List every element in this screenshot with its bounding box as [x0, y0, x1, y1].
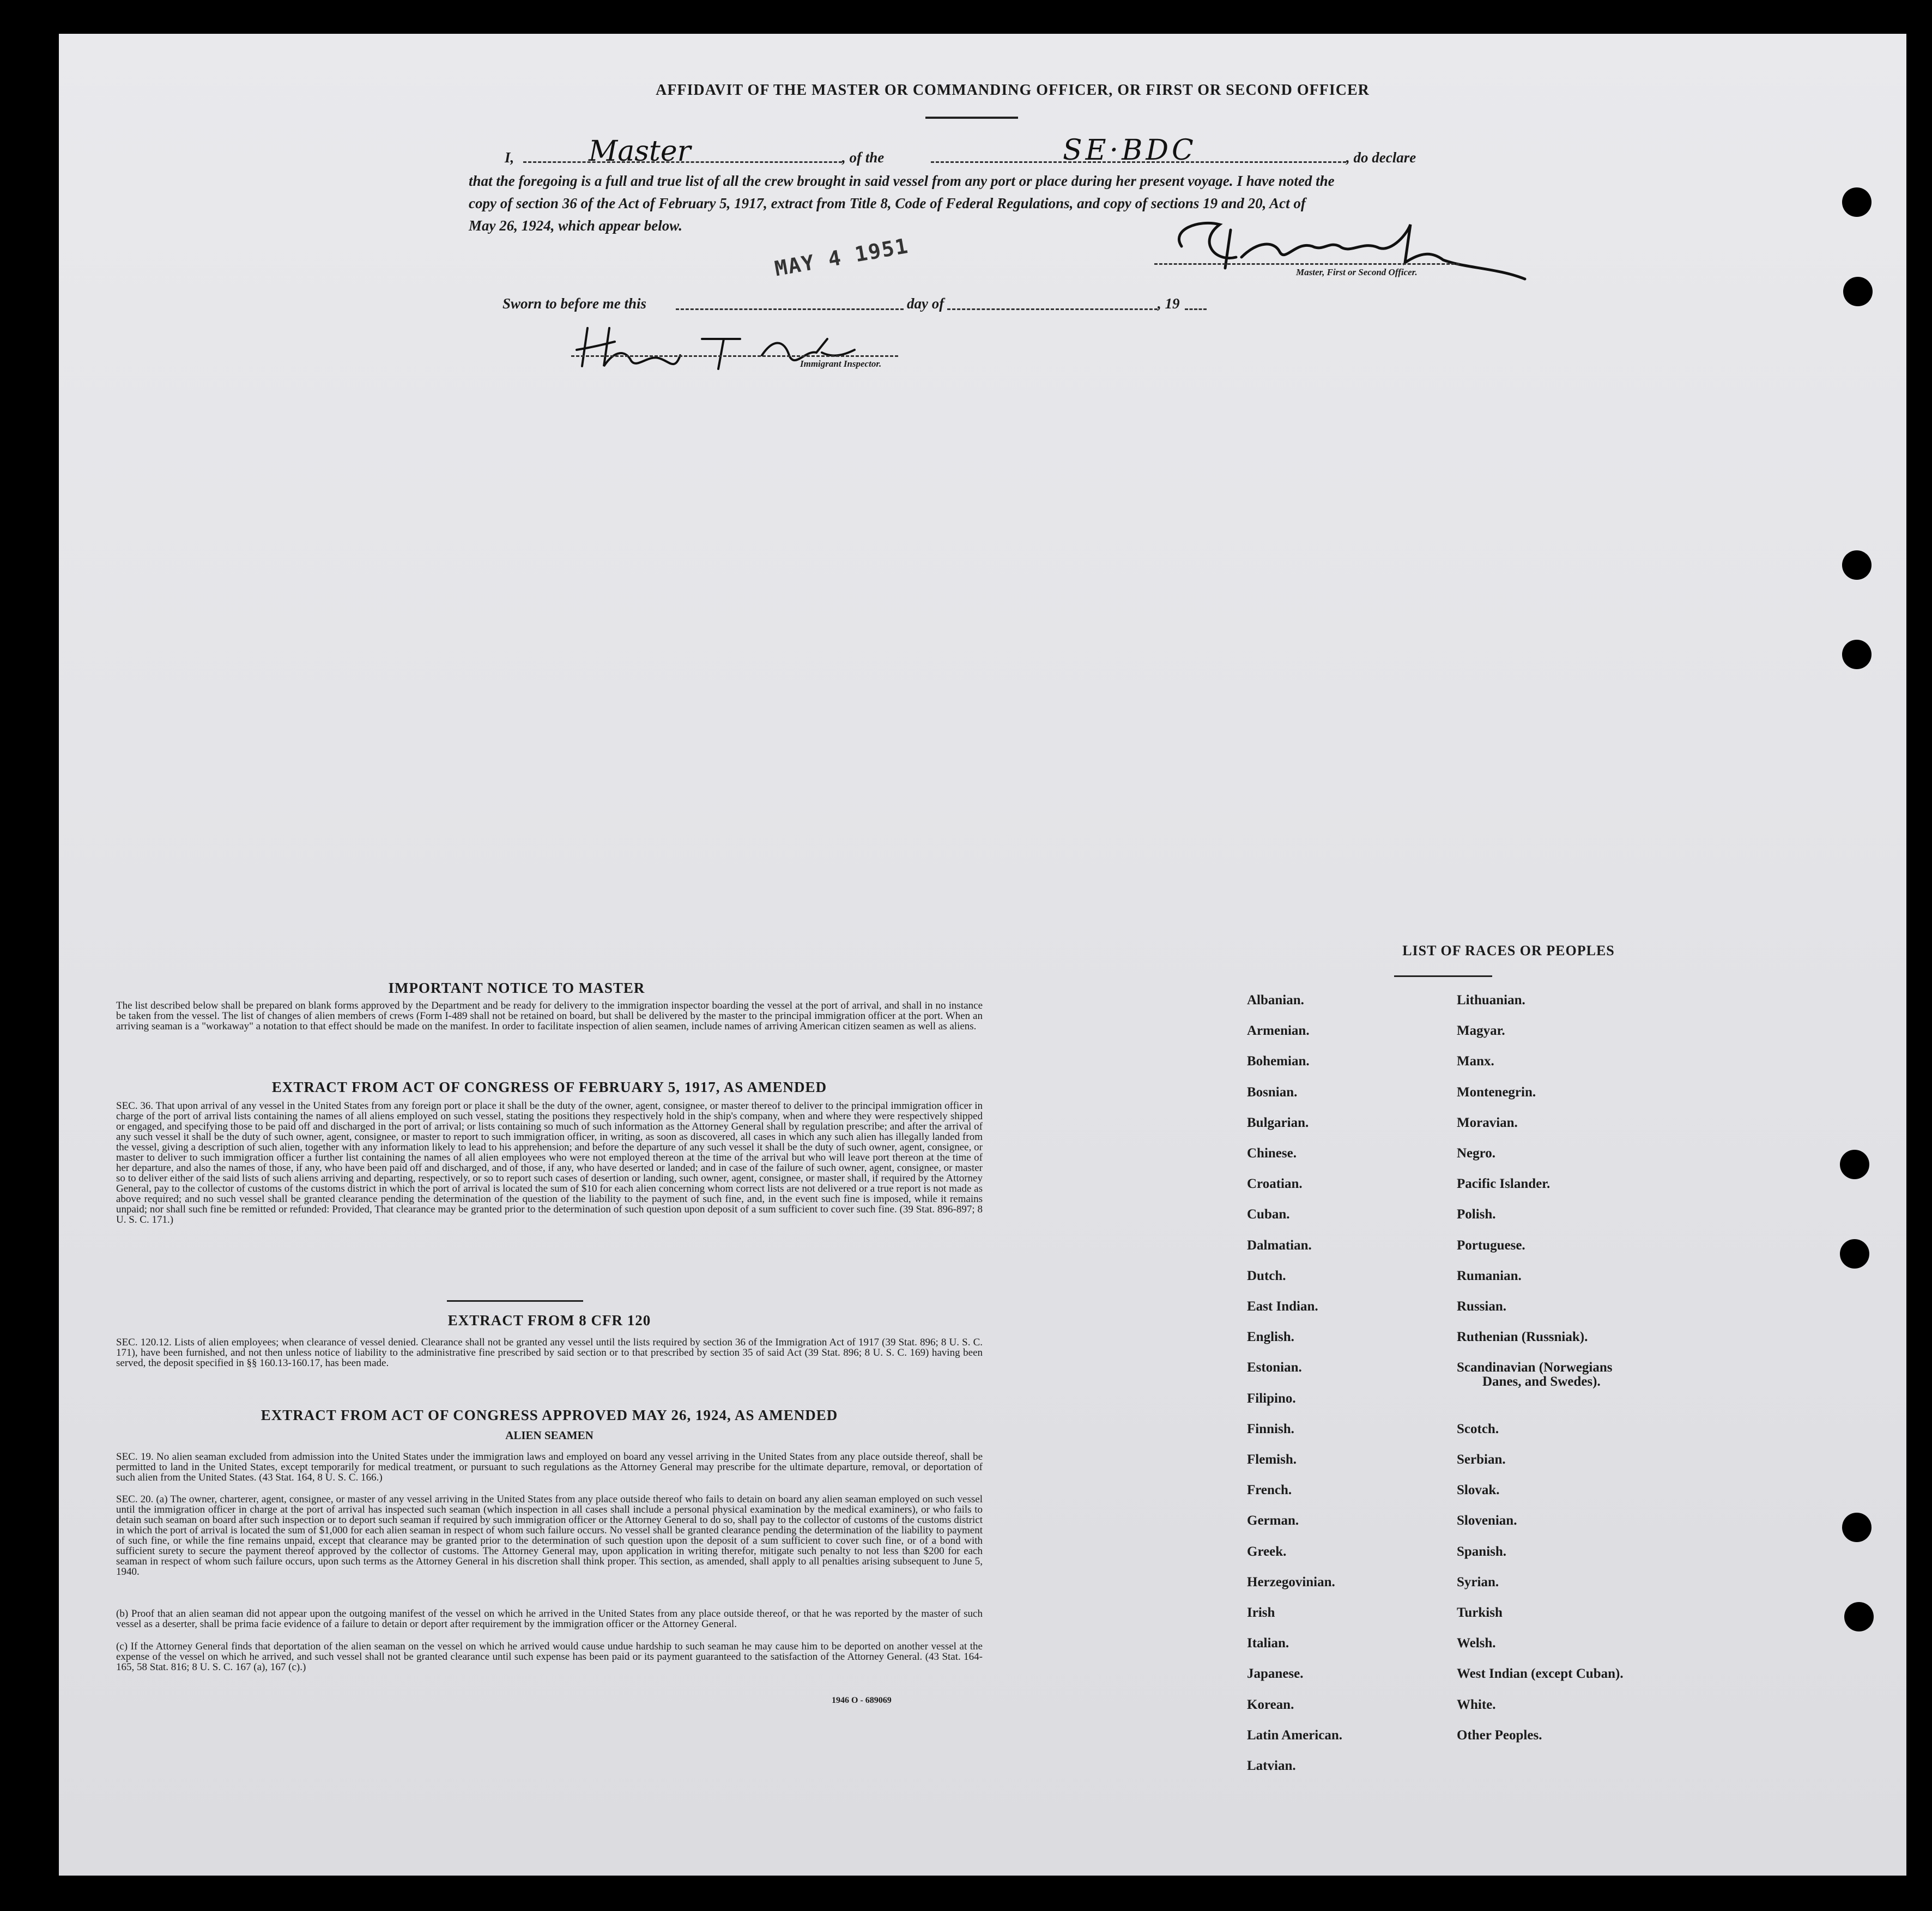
- notice-title: IMPORTANT NOTICE TO MASTER: [388, 980, 645, 996]
- title-divider: [925, 117, 1018, 119]
- race-item: Flemish.: [1247, 1452, 1297, 1467]
- extract-1924-title: EXTRACT FROM ACT OF CONGRESS APPROVED MAY 26, 1924, AS AMENDED: [261, 1407, 838, 1423]
- race-item: Latin American.: [1247, 1727, 1342, 1743]
- i-prefix: I,: [505, 149, 514, 166]
- extract-1924-sec19: SEC. 19. No alien seaman excluded from admission into the United States under the immigration laws and employed on board any vessel arriving in the United States from any place outside thereof, shall be permitted to land in the United States, except temporarily for medical treatment, or pursuant to such regulations as the Attorney General may prescribe for the ultimate departure, removal, or deportation of such alien from the United States. (43 Stat. 164, 8 U. S. C. 166.): [116, 1451, 983, 1483]
- race-item: Moravian.: [1457, 1115, 1518, 1130]
- race-item: Scandinavian (Norwegians: [1457, 1360, 1613, 1375]
- race-item: English.: [1247, 1330, 1294, 1345]
- punch-hole: [1842, 1513, 1872, 1542]
- signature-fill-line: [1154, 263, 1459, 265]
- race-item: Lithuanian.: [1457, 993, 1525, 1008]
- race-item: Syrian.: [1457, 1574, 1499, 1590]
- extract-1917-text: SEC. 36. That upon arrival of any vessel in the United States from any foreign port or place it shall be the duty of the owner, agent, consignee, or master thereof to deliver to the principal immigration officer in charge of the port of arrival lists containing the names of all aliens employed on such vessel, stating the positions they respectively hold in the ship's company, when and where they were respectively shipped or engaged, and specifying those to be paid off and discharged in the port of arrival; or lists containing so much of such information as the Attorney General shall by regulation prescribe; and after the arrival of any such vessel it shall be the duty of such owner, agent, consignee, or master to report to such immigration officer, in writing, as soon as discovered, all cases in which any such alien has illegally landed from the vessel, giving a description of such alien, together with any information likely to lead to his apprehension; and before the departure of any such vessel it shall be the duty of such owner, agent, consignee, or master to deliver to such immigration officer a further list containing the names of all alien employees who were not employed thereon at the time of the arrival but who will leave port thereon at the time of her departure, and also the names of those, if any, who have been paid off and discharged, and of those, if any, who have deserted or landed; and in case of the failure of such owner, agent, consignee, or master so to deliver either of the said lists of such aliens arriving and departing, respectively, or so to report such cases of desertion or landing, such owner, agent, consignee, or master shall, if required by the Attorney General, pay to the collector of customs of the customs district in which the port of arrival is located the sum of $10 for each alien concerning whom correct lists are not delivered or a true report is not made as above required; and no such vessel shall be granted clearance pending the determination of the question of the liability to the payment of such fine, and, in the event such fine is imposed, while it remains unpaid; nor shall such fine be remitted or refunded: Provided, That clearance may be granted prior to the determination of such question upon deposit of a sum sufficient to cover such fine. (39 Stat. 896-897; 8 U. S. C. 171.): [116, 1100, 983, 1226]
- race-item: Welsh.: [1457, 1636, 1496, 1651]
- sworn-day-line: [676, 308, 904, 310]
- race-item: Italian.: [1247, 1636, 1289, 1651]
- officer-handwritten: Master: [589, 135, 691, 168]
- punch-hole: [1842, 640, 1872, 669]
- affidavit-text-line-2: copy of section 36 of the Act of February 5, 1917, extract from Title 8, Code of Federal Regulations, and copy of sections 19 and 20, Act of: [469, 195, 1306, 211]
- race-item: Estonian.: [1247, 1360, 1302, 1375]
- extract-1924-sec20a: SEC. 20. (a) The owner, charterer, agent, consignee, or master of any vessel arriving in the United States from any place outside thereof who fails to detain on board any alien seaman employed on such vessel until the immigration officer in charge at the port of arrival has inspected such seaman (which inspection in all cases shall include a personal physical examination by the medical examiners), or who fails to detain such seaman on board after such inspection or to deport such seaman if required by such immigration officer or the Attorney General to do so, shall pay to the collector of customs of the customs district in which the port of arrival is located the sum of $1,000 for each alien seaman in respect of whom such failure occurs. No vessel shall be granted clearance pending the determination of the liability to payment of such fine, or while the fine remains unpaid, except that clearance may be granted prior to the determination of such question upon the deposit of a sum sufficient to cover such fine, or of a bond with sufficient surety to secure the payment thereof approved by the collector of customs. The Attorney General may, upon application in writing therefor, mitigate such penalty to not less than $200 for each seaman in respect of whom such failure occurs, upon such terms as the Attorney General in his discretion shall think proper. This section, as amended, shall apply to all penalties arising subsequent to June 5, 1940.: [116, 1494, 983, 1578]
- race-item: Scotch.: [1457, 1421, 1499, 1436]
- race-item: Pacific Islander.: [1457, 1176, 1551, 1192]
- punch-hole: [1842, 550, 1872, 580]
- race-item: Bohemian.: [1247, 1054, 1310, 1069]
- race-item: Chinese.: [1247, 1146, 1297, 1161]
- race-item: Croatian.: [1247, 1176, 1303, 1192]
- race-item: Montenegrin.: [1457, 1084, 1536, 1100]
- race-item: Cuban.: [1247, 1207, 1290, 1222]
- sworn-month-line: [947, 308, 1158, 310]
- race-item: Ruthenian (Russniak).: [1457, 1330, 1588, 1345]
- print-code: 1946 O - 689069: [832, 1696, 892, 1705]
- race-item: Spanish.: [1457, 1544, 1507, 1559]
- race-item: French.: [1247, 1483, 1292, 1498]
- punch-hole: [1844, 1602, 1874, 1631]
- race-item: Portuguese.: [1457, 1237, 1525, 1253]
- punch-hole: [1842, 187, 1872, 217]
- affidavit-title: AFFIDAVIT OF THE MASTER OR COMMANDING OFFICER, OR FIRST OR SECOND OFFICER: [656, 82, 1370, 99]
- do-declare-label: , do declare: [1346, 149, 1416, 166]
- affidavit-text-line-1: that the foregoing is a full and true list of all the crew brought in said vessel from any port or place during her present voyage. I have noted the: [469, 173, 1335, 189]
- races-title-divider: [1394, 975, 1492, 977]
- day-of-label: day of: [907, 295, 944, 312]
- race-item: Dutch.: [1247, 1268, 1286, 1283]
- of-the-label: , of the: [842, 149, 885, 166]
- race-item: Dalmatian.: [1247, 1237, 1312, 1253]
- race-item: Serbian.: [1457, 1452, 1506, 1467]
- signature-caption: Master, First or Second Officer.: [1296, 267, 1418, 277]
- extract-1924-sec20c: (c) If the Attorney General finds that deportation of the alien seaman on the vessel on which he arrived would cause undue hardship to such seaman he may cause him to be deported on another vessel at the expense of the vessel on which he arrived, and such vessel shall not be granted clearance until such expense has been paid or its payment guaranteed to the satisfaction of the Attorney General. (43 Stat. 164-165, 58 Stat. 816; 8 U. S. C. 167 (a), 167 (c).): [116, 1641, 983, 1673]
- punch-hole: [1840, 1150, 1869, 1179]
- extract-1917-title: EXTRACT FROM ACT OF CONGRESS OF FEBRUARY 5, 1917, AS AMENDED: [271, 1079, 827, 1095]
- race-item: Finnish.: [1247, 1421, 1294, 1436]
- extract-1924-sec20b: (b) Proof that an alien seaman did not appear upon the outgoing manifest of the vessel on which he arrived in the United States from any place outside thereof, or that he was reported by the master of such vessel as a deserter, shall be prima facie evidence of a failure to detain or deport after requirement by the immigration officer or the Attorney General.: [116, 1608, 983, 1630]
- race-item: Polish.: [1457, 1207, 1496, 1222]
- race-item: Irish: [1247, 1605, 1275, 1620]
- section-divider: [447, 1300, 583, 1302]
- race-item: Greek.: [1247, 1544, 1287, 1559]
- races-title: LIST OF RACES OR PEOPLES: [1402, 943, 1615, 958]
- race-item: Armenian.: [1247, 1023, 1310, 1039]
- extract-1924-subtitle: ALIEN SEAMEN: [505, 1429, 593, 1442]
- date-stamp: MAY 4 1951: [773, 233, 911, 281]
- race-item: White.: [1457, 1697, 1496, 1712]
- inspector-fill-line: [571, 355, 898, 357]
- race-item: Bulgarian.: [1247, 1115, 1309, 1130]
- extract-cfr-text: SEC. 120.12. Lists of alien employees; when clearance of vessel denied. Clearance shall not be granted any vessel until the lists required by section 36 of the Immigration Act of 1917 (39 Stat. 896; 8 U. S. C. 171), have been furnished, and not then unless notice of liability to the administrative fine prescribed by said section or to that prescribed by section 35 of said Act (39 Stat. 896; 8 U. S. C. 169) having been served, the deposit specified in §§ 160.13-160.17, has been made.: [116, 1337, 983, 1369]
- race-item: Manx.: [1457, 1054, 1494, 1069]
- punch-hole: [1843, 277, 1873, 306]
- punch-hole: [1840, 1239, 1869, 1269]
- race-item: Japanese.: [1247, 1666, 1304, 1682]
- race-item: East Indian.: [1247, 1299, 1318, 1314]
- race-item: Other Peoples.: [1457, 1727, 1542, 1743]
- race-item: Turkish: [1457, 1605, 1503, 1620]
- race-item: Slovenian.: [1457, 1513, 1517, 1528]
- race-item: Danes, and Swedes).: [1482, 1374, 1601, 1390]
- race-item: Negro.: [1457, 1146, 1496, 1161]
- race-item: Albanian.: [1247, 993, 1304, 1008]
- document-sheet: [59, 34, 1906, 1876]
- race-item: Filipino.: [1247, 1391, 1296, 1406]
- race-item: Korean.: [1247, 1697, 1294, 1712]
- race-item: Slovak.: [1457, 1483, 1500, 1498]
- race-item: West Indian (except Cuban).: [1457, 1666, 1624, 1682]
- affidavit-text-line-3: May 26, 1924, which appear below.: [469, 217, 683, 234]
- race-item: Magyar.: [1457, 1023, 1505, 1039]
- sworn-year-line: [1185, 308, 1207, 310]
- year-prefix: , 19: [1158, 295, 1180, 312]
- inspector-caption: Immigrant Inspector.: [800, 359, 882, 369]
- race-item: Rumanian.: [1457, 1268, 1522, 1283]
- vessel-handwritten: SE·BDC: [1063, 134, 1197, 167]
- notice-text: The list described below shall be prepared on blank forms approved by the Department and be ready for delivery to the immigration inspector boarding the vessel at the port of arrival, and shall in no instance be taken from the vessel. The list of changes of alien members of crews (Form I-489 shall not be retained on board, but shall be delivered by the master to the principal immigration officer at the port. When an arriving seaman is a "workaway" a notation to that effect should be made on the manifest. In order to facilitate inspection of alien seamen, include names of arriving American citizen seamen as well as aliens.: [116, 1000, 983, 1032]
- extract-cfr-title: EXTRACT FROM 8 CFR 120: [447, 1312, 651, 1328]
- race-item: Russian.: [1457, 1299, 1507, 1314]
- race-item: Herzegovinian.: [1247, 1574, 1335, 1590]
- race-item: Latvian.: [1247, 1758, 1296, 1773]
- race-item: German.: [1247, 1513, 1299, 1528]
- sworn-label: Sworn to before me this: [502, 295, 647, 312]
- race-item: Bosnian.: [1247, 1084, 1298, 1100]
